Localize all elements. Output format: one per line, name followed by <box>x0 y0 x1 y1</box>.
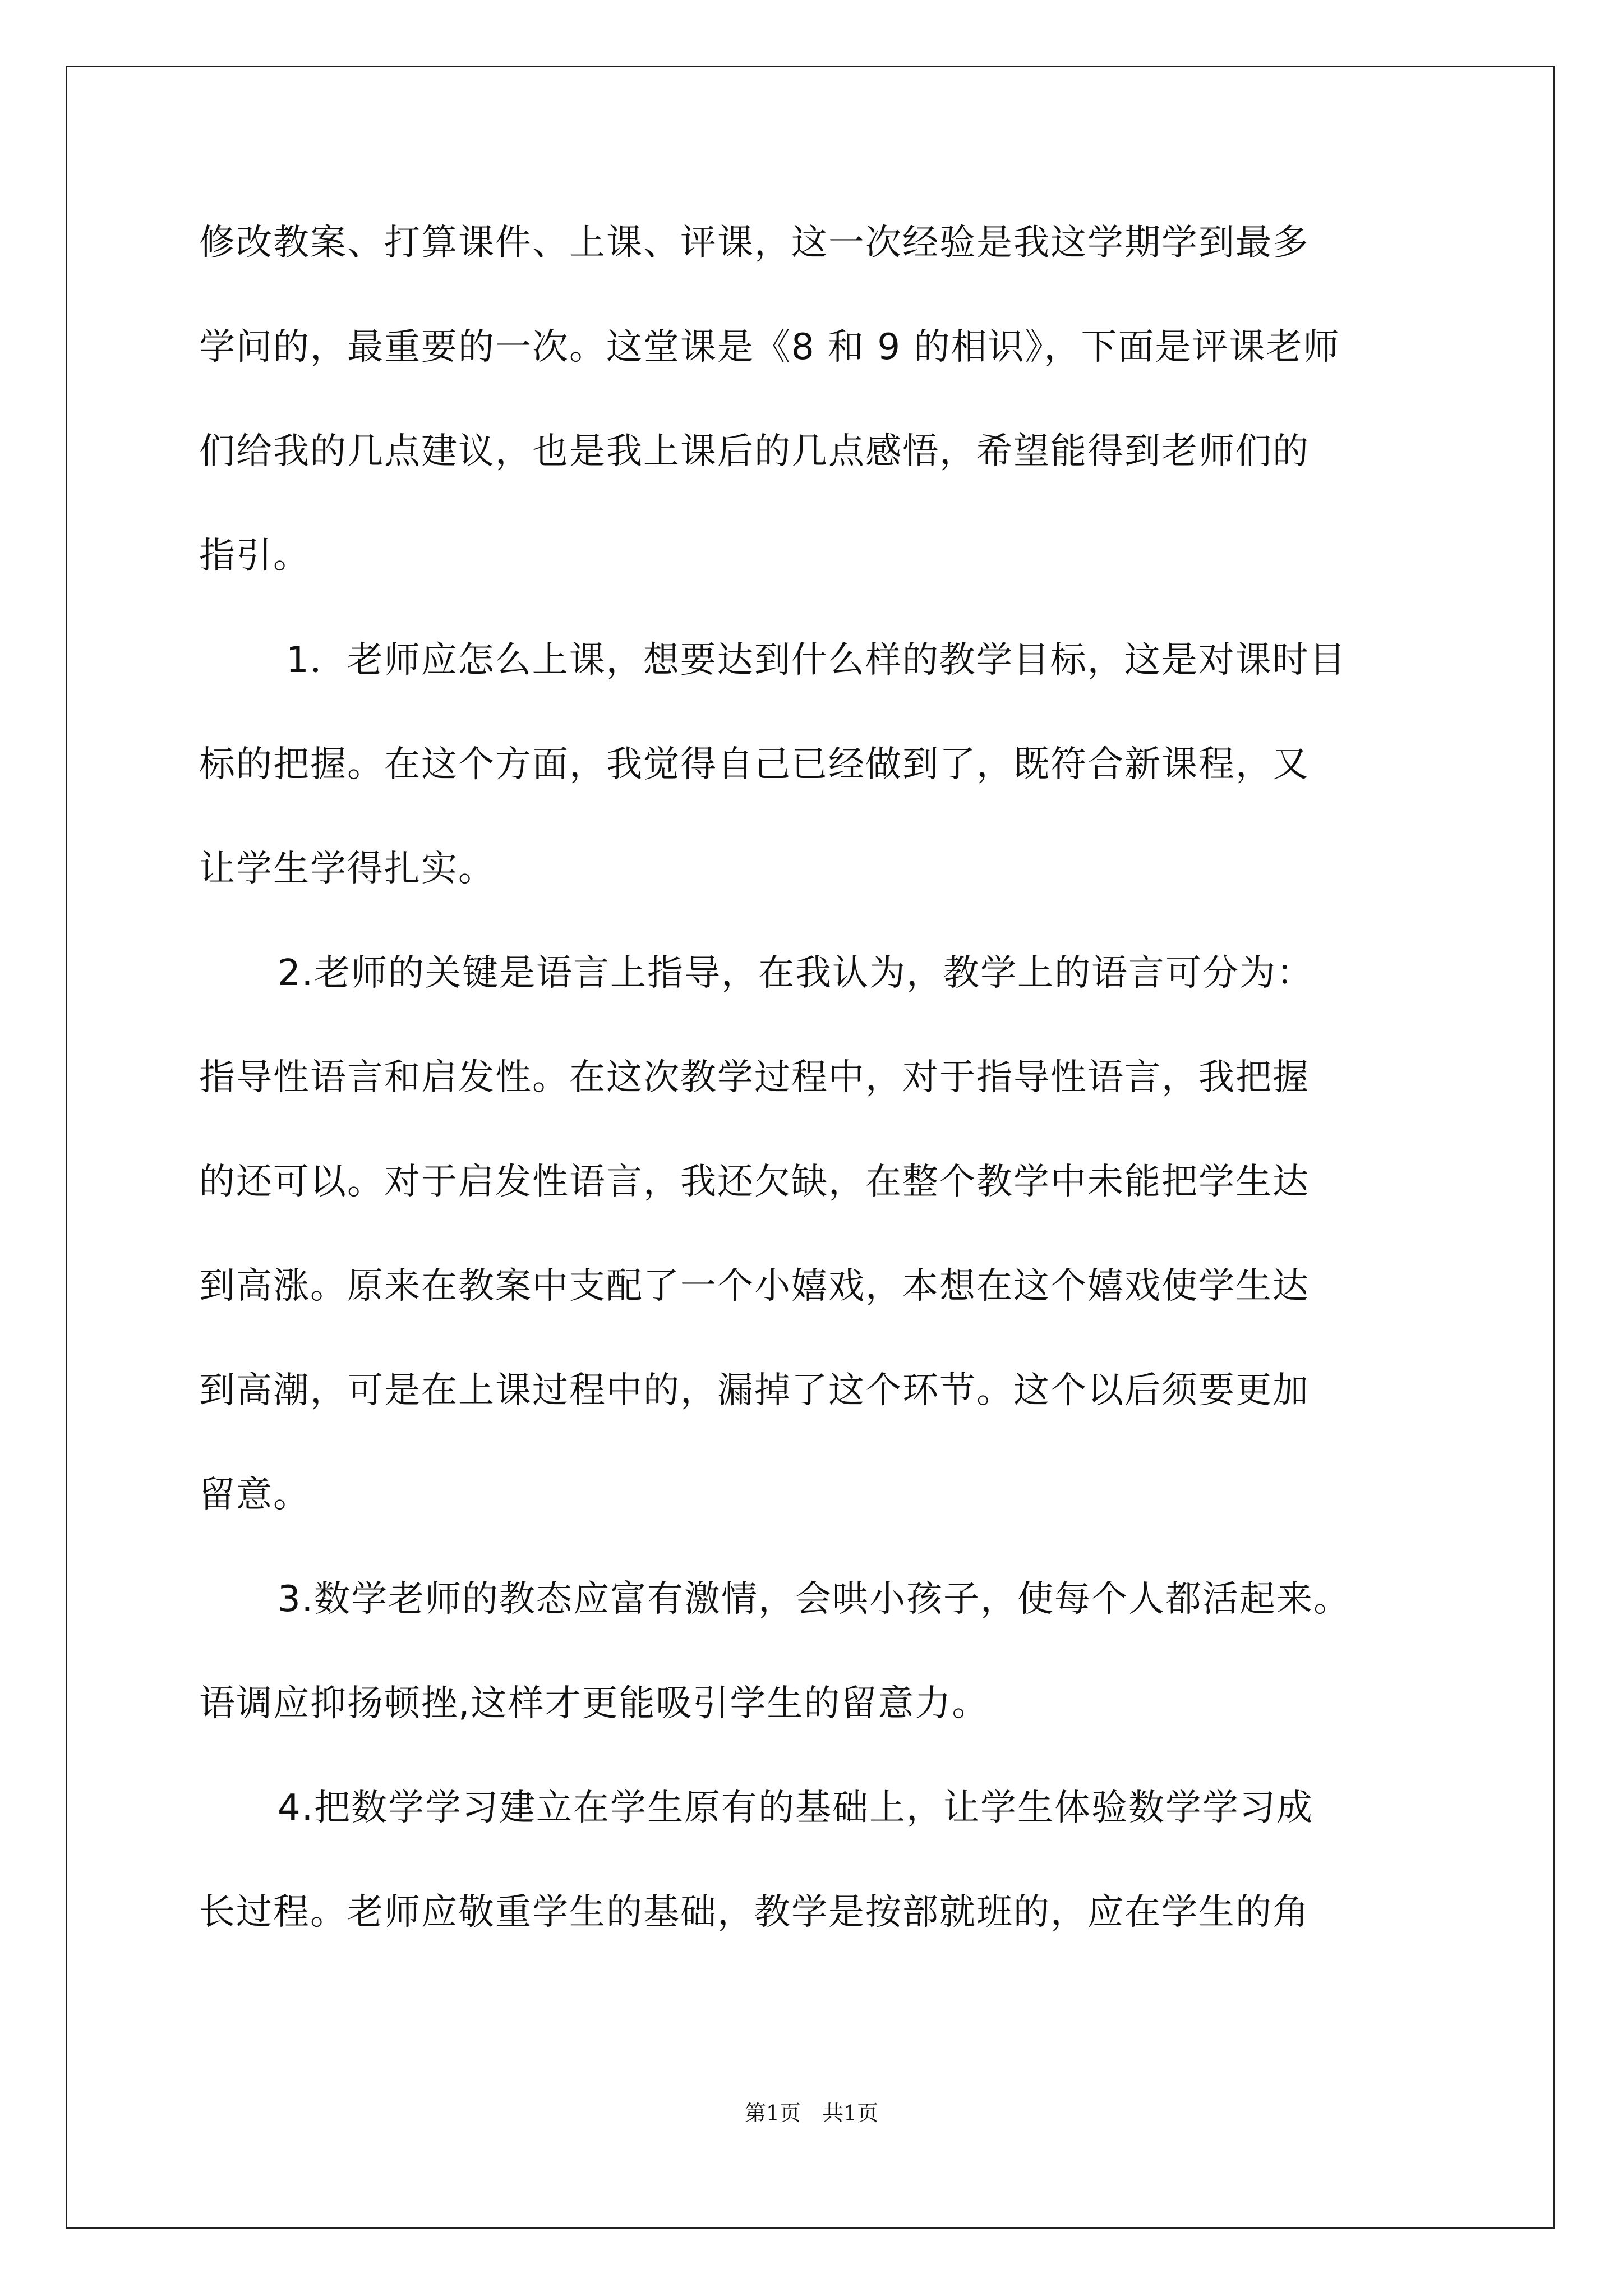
paragraph-line: 到高潮，可是在上课过程中的，漏掉了这个环节。这个以后须要更加 <box>199 1370 1310 1411</box>
paragraph-line: 们给我的几点建议，也是我上课后的几点感悟，希望能得到老师们的 <box>199 431 1310 472</box>
paragraph-line: 修改教案、打算课件、上课、评课，这一次经验是我这学期学到最多 <box>199 222 1310 264</box>
paragraph-line: 2.老师的关键是语言上指导，在我认为，教学上的语言可分为： <box>278 953 1314 994</box>
page-footer: 第1页 共1页 <box>744 2101 879 2125</box>
paragraph-line: 学问的，最重要的一次。这堂课是《8 和 9 的相识》，下面是评课老师 <box>199 326 1340 368</box>
paragraph-line: 长过程。老师应敬重学生的基础，教学是按部就班的，应在学生的角 <box>199 1892 1310 1933</box>
paragraph-line: 1．老师应怎么上课，想要达到什么样的教学目标，这是对课时目 <box>286 639 1347 681</box>
document-body <box>199 191 1438 1964</box>
paragraph-line: 留意。 <box>199 1474 310 1516</box>
paragraph-line: 指导性语言和启发性。在这次教学过程中，对于指导性语言，我把握 <box>199 1057 1310 1098</box>
paragraph-line: 4.把数学学习建立在学生原有的基础上，让学生体验数学学习成 <box>278 1787 1314 1829</box>
paragraph-line: 指引。 <box>199 535 310 577</box>
paragraph-line: 3.数学老师的教态应富有激情，会哄小孩子，使每个人都活起来。 <box>278 1579 1351 1620</box>
paragraph-line: 的还可以。对于启发性语言，我还欠缺，在整个教学中未能把学生达 <box>199 1161 1310 1203</box>
paragraph-line: 让学生学得扎实。 <box>199 848 495 890</box>
paragraph-line: 语调应抑扬顿挫,这样才更能吸引学生的留意力。 <box>199 1683 989 1724</box>
paragraph-line: 到高涨。原来在教案中支配了一个小嬉戏，本想在这个嬉戏使学生达 <box>199 1266 1310 1307</box>
paragraph-line: 标的把握。在这个方面，我觉得自己已经做到了，既符合新课程，又 <box>199 744 1310 785</box>
